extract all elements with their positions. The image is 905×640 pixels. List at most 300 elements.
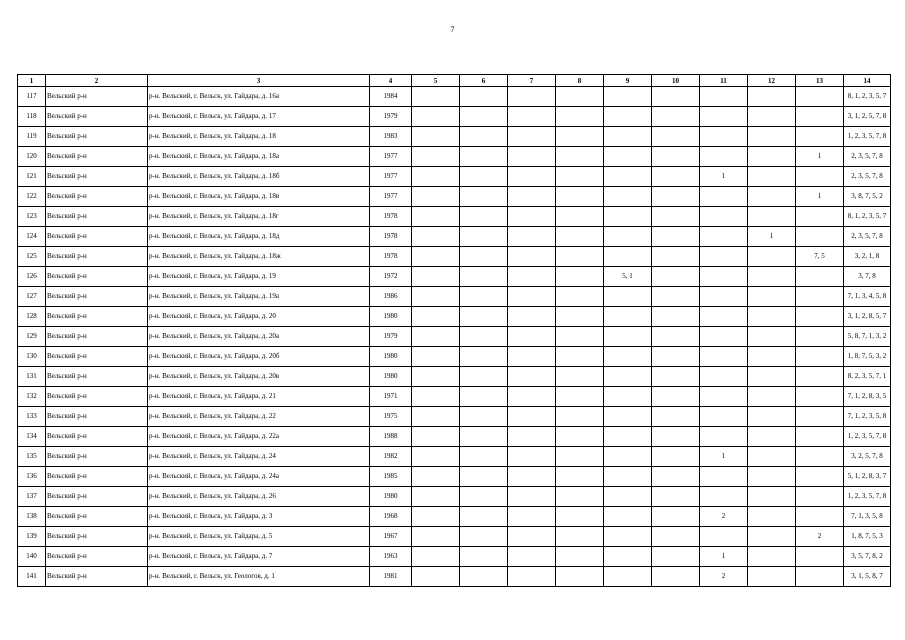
col-9-cell — [604, 207, 652, 227]
col-8-cell — [556, 227, 604, 247]
col-9-cell — [604, 347, 652, 367]
row-number-cell: 120 — [18, 147, 46, 167]
col-6-cell — [460, 487, 508, 507]
col-6-cell — [460, 107, 508, 127]
col-9-cell — [604, 487, 652, 507]
col-12-cell — [748, 247, 796, 267]
col-14-cell: 2, 3, 5, 7, 8 — [844, 227, 891, 247]
col-7-cell — [508, 247, 556, 267]
year-cell: 1977 — [370, 187, 412, 207]
col-11-cell — [700, 467, 748, 487]
col-9-cell — [604, 507, 652, 527]
year-cell: 1975 — [370, 407, 412, 427]
row-number-cell: 140 — [18, 547, 46, 567]
col-8-cell — [556, 247, 604, 267]
col-5-cell — [412, 347, 460, 367]
col-5-cell — [412, 287, 460, 307]
col-6-cell — [460, 347, 508, 367]
table-row — [18, 427, 891, 447]
col-13-cell — [796, 447, 844, 467]
row-number-cell: 139 — [18, 527, 46, 547]
col-9-cell — [604, 567, 652, 587]
address-cell: р-н. Вельский, г. Вельск, ул. Гайдара, д. 20 — [148, 307, 370, 327]
column-header: 10 — [652, 75, 700, 87]
col-14-cell: 8, 1, 2, 3, 5, 7 — [844, 87, 891, 107]
column-header: 6 — [460, 75, 508, 87]
col-8-cell — [556, 447, 604, 467]
col-5-cell — [412, 227, 460, 247]
year-cell: 1980 — [370, 347, 412, 367]
col-8-cell — [556, 467, 604, 487]
col-9-cell: 5, 1 — [604, 267, 652, 287]
table-row — [18, 467, 891, 487]
col-8-cell — [556, 147, 604, 167]
col-9-cell — [604, 87, 652, 107]
table-row — [18, 507, 891, 527]
col-11-cell — [700, 267, 748, 287]
col-5-cell — [412, 527, 460, 547]
col-11-cell — [700, 347, 748, 367]
col-7-cell — [508, 287, 556, 307]
col-13-cell — [796, 207, 844, 227]
col-7-cell — [508, 207, 556, 227]
col-6-cell — [460, 447, 508, 467]
col-12-cell — [748, 87, 796, 107]
column-header: 14 — [844, 75, 891, 87]
col-10-cell — [652, 127, 700, 147]
col-8-cell — [556, 527, 604, 547]
col-13-cell — [796, 427, 844, 447]
year-cell: 1972 — [370, 267, 412, 287]
col-9-cell — [604, 107, 652, 127]
table-row — [18, 387, 891, 407]
col-7-cell — [508, 527, 556, 547]
col-7-cell — [508, 407, 556, 427]
col-11-cell — [700, 287, 748, 307]
district-cell: Вельский р-н — [46, 167, 148, 187]
col-10-cell — [652, 427, 700, 447]
col-6-cell — [460, 227, 508, 247]
table-row — [18, 407, 891, 427]
col-7-cell — [508, 267, 556, 287]
address-cell: р-н. Вельский, г. Вельск, ул. Гайдара, д. 18ж — [148, 247, 370, 267]
col-8-cell — [556, 327, 604, 347]
table-row — [18, 367, 891, 387]
column-header: 2 — [46, 75, 148, 87]
col-12-cell — [748, 407, 796, 427]
col-8-cell — [556, 487, 604, 507]
col-7-cell — [508, 367, 556, 387]
col-7-cell — [508, 427, 556, 447]
table-row — [18, 547, 891, 567]
col-14-cell: 1, 8, 7, 5, 3, 2 — [844, 347, 891, 367]
district-cell: Вельский р-н — [46, 87, 148, 107]
year-cell: 1979 — [370, 327, 412, 347]
district-cell: Вельский р-н — [46, 267, 148, 287]
row-number-cell: 121 — [18, 167, 46, 187]
address-cell: р-н. Вельский, г. Вельск, ул. Гайдара, д. 18г — [148, 207, 370, 227]
col-13-cell — [796, 307, 844, 327]
col-7-cell — [508, 387, 556, 407]
col-6-cell — [460, 427, 508, 447]
col-5-cell — [412, 487, 460, 507]
col-10-cell — [652, 167, 700, 187]
col-10-cell — [652, 187, 700, 207]
district-cell: Вельский р-н — [46, 467, 148, 487]
col-13-cell — [796, 567, 844, 587]
col-9-cell — [604, 247, 652, 267]
table-row — [18, 227, 891, 247]
district-cell: Вельский р-н — [46, 447, 148, 467]
col-12-cell — [748, 547, 796, 567]
year-cell: 1978 — [370, 227, 412, 247]
col-7-cell — [508, 187, 556, 207]
col-10-cell — [652, 447, 700, 467]
col-6-cell — [460, 147, 508, 167]
row-number-cell: 118 — [18, 107, 46, 127]
col-12-cell — [748, 287, 796, 307]
col-14-cell: 7, 1, 3, 5, 8 — [844, 507, 891, 527]
table-header — [18, 75, 891, 87]
table-row — [18, 567, 891, 587]
col-14-cell: 7, 1, 2, 3, 5, 8 — [844, 407, 891, 427]
col-9-cell — [604, 447, 652, 467]
col-11-cell — [700, 367, 748, 387]
row-number-cell: 137 — [18, 487, 46, 507]
col-7-cell — [508, 507, 556, 527]
col-10-cell — [652, 407, 700, 427]
row-number-cell: 126 — [18, 267, 46, 287]
col-6-cell — [460, 467, 508, 487]
table-body — [18, 87, 891, 587]
col-8-cell — [556, 547, 604, 567]
year-cell: 1985 — [370, 467, 412, 487]
column-header: 4 — [370, 75, 412, 87]
col-5-cell — [412, 467, 460, 487]
col-12-cell: 1 — [748, 227, 796, 247]
col-12-cell — [748, 347, 796, 367]
col-11-cell — [700, 307, 748, 327]
district-cell: Вельский р-н — [46, 527, 148, 547]
col-13-cell — [796, 387, 844, 407]
table-row — [18, 127, 891, 147]
col-12-cell — [748, 567, 796, 587]
row-number-cell: 134 — [18, 427, 46, 447]
column-header: 11 — [700, 75, 748, 87]
col-12-cell — [748, 367, 796, 387]
col-11-cell — [700, 327, 748, 347]
col-14-cell: 3, 1, 2, 8, 5, 7 — [844, 307, 891, 327]
col-8-cell — [556, 287, 604, 307]
district-cell: Вельский р-н — [46, 407, 148, 427]
table-row — [18, 267, 891, 287]
col-5-cell — [412, 207, 460, 227]
table-row — [18, 327, 891, 347]
col-5-cell — [412, 247, 460, 267]
year-cell: 1984 — [370, 87, 412, 107]
col-12-cell — [748, 447, 796, 467]
col-10-cell — [652, 267, 700, 287]
col-6-cell — [460, 407, 508, 427]
col-7-cell — [508, 107, 556, 127]
col-8-cell — [556, 107, 604, 127]
col-5-cell — [412, 367, 460, 387]
address-cell: р-н. Вельский, г. Вельск, ул. Гайдара, д. 16а — [148, 87, 370, 107]
col-11-cell — [700, 227, 748, 247]
col-14-cell: 5, 1, 2, 8, 3, 7 — [844, 467, 891, 487]
col-12-cell — [748, 147, 796, 167]
year-cell: 1983 — [370, 127, 412, 147]
row-number-cell: 141 — [18, 567, 46, 587]
row-number-cell: 128 — [18, 307, 46, 327]
year-cell: 1979 — [370, 107, 412, 127]
year-cell: 1978 — [370, 207, 412, 227]
year-cell: 1986 — [370, 287, 412, 307]
col-12-cell — [748, 487, 796, 507]
year-cell: 1980 — [370, 367, 412, 387]
col-13-cell — [796, 287, 844, 307]
column-header: 5 — [412, 75, 460, 87]
col-10-cell — [652, 467, 700, 487]
col-9-cell — [604, 307, 652, 327]
col-6-cell — [460, 187, 508, 207]
col-5-cell — [412, 427, 460, 447]
col-7-cell — [508, 87, 556, 107]
column-header: 7 — [508, 75, 556, 87]
col-13-cell — [796, 327, 844, 347]
col-6-cell — [460, 247, 508, 267]
row-number-cell: 132 — [18, 387, 46, 407]
col-5-cell — [412, 127, 460, 147]
col-14-cell: 8, 2, 3, 5, 7, 1 — [844, 367, 891, 387]
col-11-cell — [700, 387, 748, 407]
address-cell: р-н. Вельский, г. Вельск, ул. Гайдара, д. 22а — [148, 427, 370, 447]
district-cell: Вельский р-н — [46, 327, 148, 347]
table-row — [18, 307, 891, 327]
col-7-cell — [508, 227, 556, 247]
col-13-cell — [796, 107, 844, 127]
col-13-cell — [796, 227, 844, 247]
column-header: 8 — [556, 75, 604, 87]
col-13-cell: 7, 5 — [796, 247, 844, 267]
col-6-cell — [460, 567, 508, 587]
col-13-cell — [796, 267, 844, 287]
col-12-cell — [748, 507, 796, 527]
col-6-cell — [460, 127, 508, 147]
table-row — [18, 107, 891, 127]
col-11-cell — [700, 427, 748, 447]
col-8-cell — [556, 127, 604, 147]
col-10-cell — [652, 107, 700, 127]
col-13-cell — [796, 507, 844, 527]
col-13-cell — [796, 467, 844, 487]
col-5-cell — [412, 567, 460, 587]
col-11-cell — [700, 187, 748, 207]
address-cell: р-н. Вельский, г. Вельск, ул. Гайдара, д. 22 — [148, 407, 370, 427]
col-13-cell — [796, 407, 844, 427]
address-cell: р-н. Вельский, г. Вельск, ул. Гайдара, д. 19 — [148, 267, 370, 287]
col-12-cell — [748, 307, 796, 327]
col-10-cell — [652, 287, 700, 307]
col-6-cell — [460, 387, 508, 407]
district-cell: Вельский р-н — [46, 387, 148, 407]
col-7-cell — [508, 567, 556, 587]
col-9-cell — [604, 147, 652, 167]
col-6-cell — [460, 367, 508, 387]
year-cell: 1982 — [370, 447, 412, 467]
col-8-cell — [556, 307, 604, 327]
col-11-cell — [700, 107, 748, 127]
col-13-cell: 2 — [796, 527, 844, 547]
year-cell: 1967 — [370, 527, 412, 547]
col-5-cell — [412, 87, 460, 107]
address-cell: р-н. Вельский, г. Вельск, ул. Гайдара, д. 20в — [148, 367, 370, 387]
year-cell: 1968 — [370, 507, 412, 527]
col-8-cell — [556, 367, 604, 387]
col-13-cell — [796, 547, 844, 567]
table-row — [18, 527, 891, 547]
col-10-cell — [652, 347, 700, 367]
col-14-cell: 1, 2, 3, 5, 7, 8 — [844, 427, 891, 447]
address-cell: р-н. Вельский, г. Вельск, ул. Гайдара, д. 20а — [148, 327, 370, 347]
district-cell: Вельский р-н — [46, 287, 148, 307]
table-row — [18, 487, 891, 507]
district-cell: Вельский р-н — [46, 107, 148, 127]
row-number-cell: 133 — [18, 407, 46, 427]
row-number-cell: 117 — [18, 87, 46, 107]
row-number-cell: 125 — [18, 247, 46, 267]
col-14-cell: 7, 1, 3, 4, 5, 8 — [844, 287, 891, 307]
col-7-cell — [508, 447, 556, 467]
col-14-cell: 2, 3, 5, 7, 8 — [844, 147, 891, 167]
col-6-cell — [460, 267, 508, 287]
row-number-cell: 136 — [18, 467, 46, 487]
column-header: 1 — [18, 75, 46, 87]
row-number-cell: 119 — [18, 127, 46, 147]
col-13-cell — [796, 87, 844, 107]
col-9-cell — [604, 407, 652, 427]
col-8-cell — [556, 207, 604, 227]
year-cell: 1980 — [370, 487, 412, 507]
col-9-cell — [604, 227, 652, 247]
col-5-cell — [412, 547, 460, 567]
district-cell: Вельский р-н — [46, 367, 148, 387]
col-6-cell — [460, 547, 508, 567]
col-8-cell — [556, 167, 604, 187]
col-5-cell — [412, 167, 460, 187]
address-cell: р-н. Вельский, г. Вельск, ул. Гайдара, д. 18б — [148, 167, 370, 187]
table-row — [18, 247, 891, 267]
col-8-cell — [556, 267, 604, 287]
col-5-cell — [412, 407, 460, 427]
address-cell: р-н. Вельский, г. Вельск, ул. Гайдара, д. 20б — [148, 347, 370, 367]
col-10-cell — [652, 227, 700, 247]
col-14-cell: 1, 2, 3, 5, 7, 8 — [844, 487, 891, 507]
col-8-cell — [556, 87, 604, 107]
col-6-cell — [460, 327, 508, 347]
col-12-cell — [748, 427, 796, 447]
col-8-cell — [556, 507, 604, 527]
col-7-cell — [508, 327, 556, 347]
col-7-cell — [508, 467, 556, 487]
table-row — [18, 447, 891, 467]
col-11-cell: 1 — [700, 167, 748, 187]
col-13-cell — [796, 347, 844, 367]
row-number-cell: 135 — [18, 447, 46, 467]
column-header: 12 — [748, 75, 796, 87]
district-cell: Вельский р-н — [46, 207, 148, 227]
col-9-cell — [604, 427, 652, 447]
column-header: 3 — [148, 75, 370, 87]
row-number-cell: 131 — [18, 367, 46, 387]
col-10-cell — [652, 547, 700, 567]
header-row — [18, 75, 891, 87]
col-5-cell — [412, 107, 460, 127]
col-14-cell: 3, 8, 7, 5, 2 — [844, 187, 891, 207]
col-5-cell — [412, 187, 460, 207]
col-9-cell — [604, 547, 652, 567]
col-7-cell — [508, 127, 556, 147]
district-cell: Вельский р-н — [46, 147, 148, 167]
col-11-cell: 1 — [700, 547, 748, 567]
district-cell: Вельский р-н — [46, 507, 148, 527]
col-11-cell: 2 — [700, 567, 748, 587]
col-7-cell — [508, 487, 556, 507]
col-6-cell — [460, 87, 508, 107]
col-11-cell: 2 — [700, 507, 748, 527]
col-11-cell — [700, 147, 748, 167]
address-cell: р-н. Вельский, г. Вельск, ул. Гайдара, д. 7 — [148, 547, 370, 567]
col-6-cell — [460, 507, 508, 527]
year-cell: 1977 — [370, 147, 412, 167]
address-cell: р-н. Вельский, г. Вельск, ул. Гайдара, д. 5 — [148, 527, 370, 547]
col-12-cell — [748, 527, 796, 547]
col-8-cell — [556, 347, 604, 367]
year-cell: 1978 — [370, 247, 412, 267]
col-6-cell — [460, 167, 508, 187]
col-7-cell — [508, 547, 556, 567]
col-10-cell — [652, 327, 700, 347]
col-11-cell: 1 — [700, 447, 748, 467]
year-cell: 1980 — [370, 307, 412, 327]
address-cell: р-н. Вельский, г. Вельск, ул. Гайдара, д. 19а — [148, 287, 370, 307]
district-cell: Вельский р-н — [46, 427, 148, 447]
col-6-cell — [460, 287, 508, 307]
table-row — [18, 347, 891, 367]
district-cell: Вельский р-н — [46, 547, 148, 567]
row-number-cell: 122 — [18, 187, 46, 207]
col-5-cell — [412, 147, 460, 167]
col-12-cell — [748, 187, 796, 207]
address-cell: р-н. Вельский, г. Вельск, ул. Геологов, д. 1 — [148, 567, 370, 587]
col-14-cell: 8, 1, 2, 3, 5, 7 — [844, 207, 891, 227]
col-9-cell — [604, 287, 652, 307]
col-11-cell — [700, 127, 748, 147]
address-cell: р-н. Вельский, г. Вельск, ул. Гайдара, д. 18а — [148, 147, 370, 167]
district-cell: Вельский р-н — [46, 347, 148, 367]
col-8-cell — [556, 187, 604, 207]
address-cell: р-н. Вельский, г. Вельск, ул. Гайдара, д. 18в — [148, 187, 370, 207]
address-cell: р-н. Вельский, г. Вельск, ул. Гайдара, д. 24а — [148, 467, 370, 487]
col-10-cell — [652, 387, 700, 407]
col-12-cell — [748, 127, 796, 147]
col-11-cell — [700, 407, 748, 427]
address-cell: р-н. Вельский, г. Вельск, ул. Гайдара, д. 18д — [148, 227, 370, 247]
col-14-cell: 3, 2, 1, 8 — [844, 247, 891, 267]
col-14-cell: 3, 1, 5, 8, 7 — [844, 567, 891, 587]
year-cell: 1977 — [370, 167, 412, 187]
col-9-cell — [604, 467, 652, 487]
